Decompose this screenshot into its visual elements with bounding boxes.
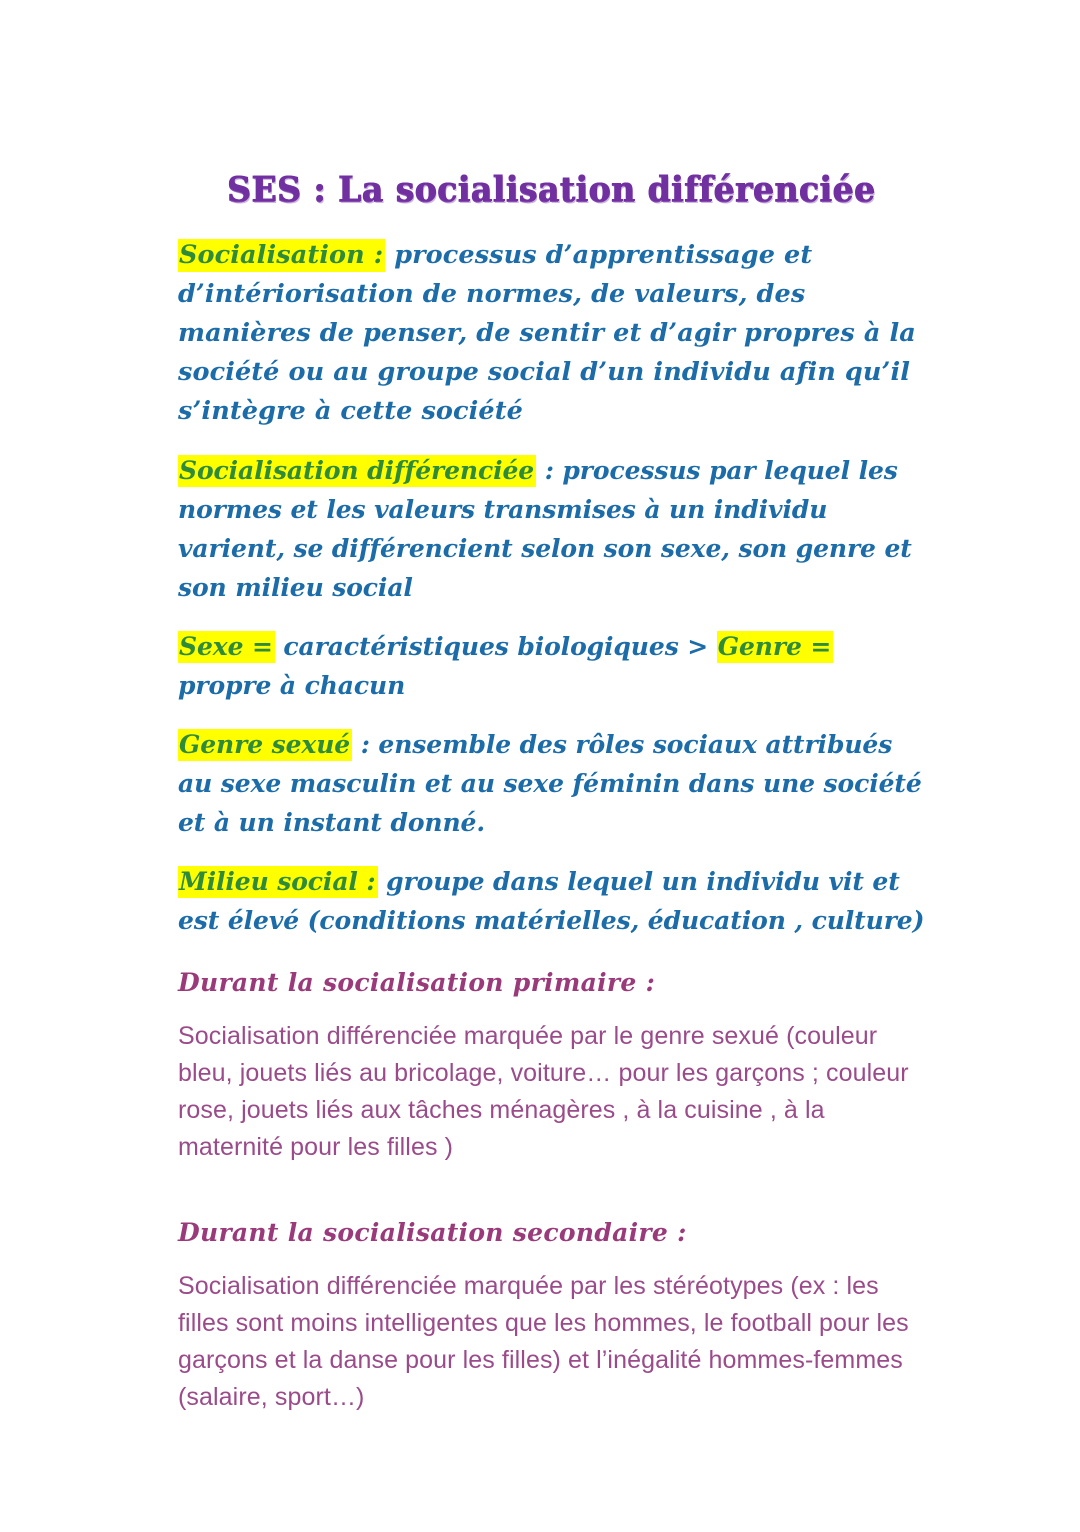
definition-term-genre-sexue: Genre sexué (179, 729, 351, 759)
section-paragraph-socialisation-primaire: Socialisation différenciée marquée par le genre sexué (couleur bleu, jouets liés au bricolage, voiture… pour les garçons ; couleur rose, jouets liés aux tâches ménagères , à la cuisine , à la maternité pour les filles ) (178, 1021, 909, 1161)
definition-milieu-social (178, 862, 934, 940)
definition-sexe-genre (178, 627, 934, 705)
definition-body-socialisation-differenciee: : processus par lequel les normes et les valeurs transmises à un individu varient, se différencient selon son sexe, son genre et son milieu social (178, 455, 912, 602)
section-paragraph-socialisation-secondaire: Socialisation différenciée marquée par les stéréotypes (ex : les filles sont moins intelligentes que les hommes, le football pour les garçons et la danse pour les filles) et l’inégalité hommes-femmes (salaire, sport…) (178, 1271, 909, 1411)
note-content (178, 170, 934, 1426)
definition-term-milieu-social: Milieu social : (179, 866, 376, 896)
page-title: SES : La socialisation différenciée (226, 168, 876, 210)
definition-body-genre-sexue: : ensemble des rôles sociaux attribués au sexe masculin et au sexe féminin dans une société et à un instant donné. (178, 729, 922, 837)
definition-body-genre: propre à chacun (178, 670, 406, 700)
definition-socialisation-differenciee (178, 451, 934, 607)
definition-body-socialisation: processus d’apprentissage et d’intériorisation de normes, de valeurs, des manières de penser, de sentir et d’agir propres à la société ou au groupe social d’un individu afin qu’il s’intègre à cette société (178, 239, 916, 426)
definition-term-sexe: Sexe = (179, 631, 273, 661)
definition-term-socialisation-differenciee: Socialisation différenciée (179, 455, 535, 485)
section-heading-socialisation-secondaire: Durant la socialisation secondaire : (178, 1217, 687, 1247)
definition-body-sexe: caractéristiques biologiques > (274, 631, 717, 661)
definition-socialisation (178, 236, 934, 431)
definition-term-genre: Genre = (717, 631, 832, 661)
section-heading-socialisation-primaire: Durant la socialisation primaire : (178, 967, 656, 997)
section-spacer (178, 1176, 934, 1190)
definition-genre-sexue (178, 725, 934, 842)
definition-body-milieu-social: groupe dans lequel un individu vit et est élevé (conditions matérielles, éducation , culture) (178, 866, 925, 935)
definition-term-socialisation: Socialisation : (179, 239, 384, 270)
